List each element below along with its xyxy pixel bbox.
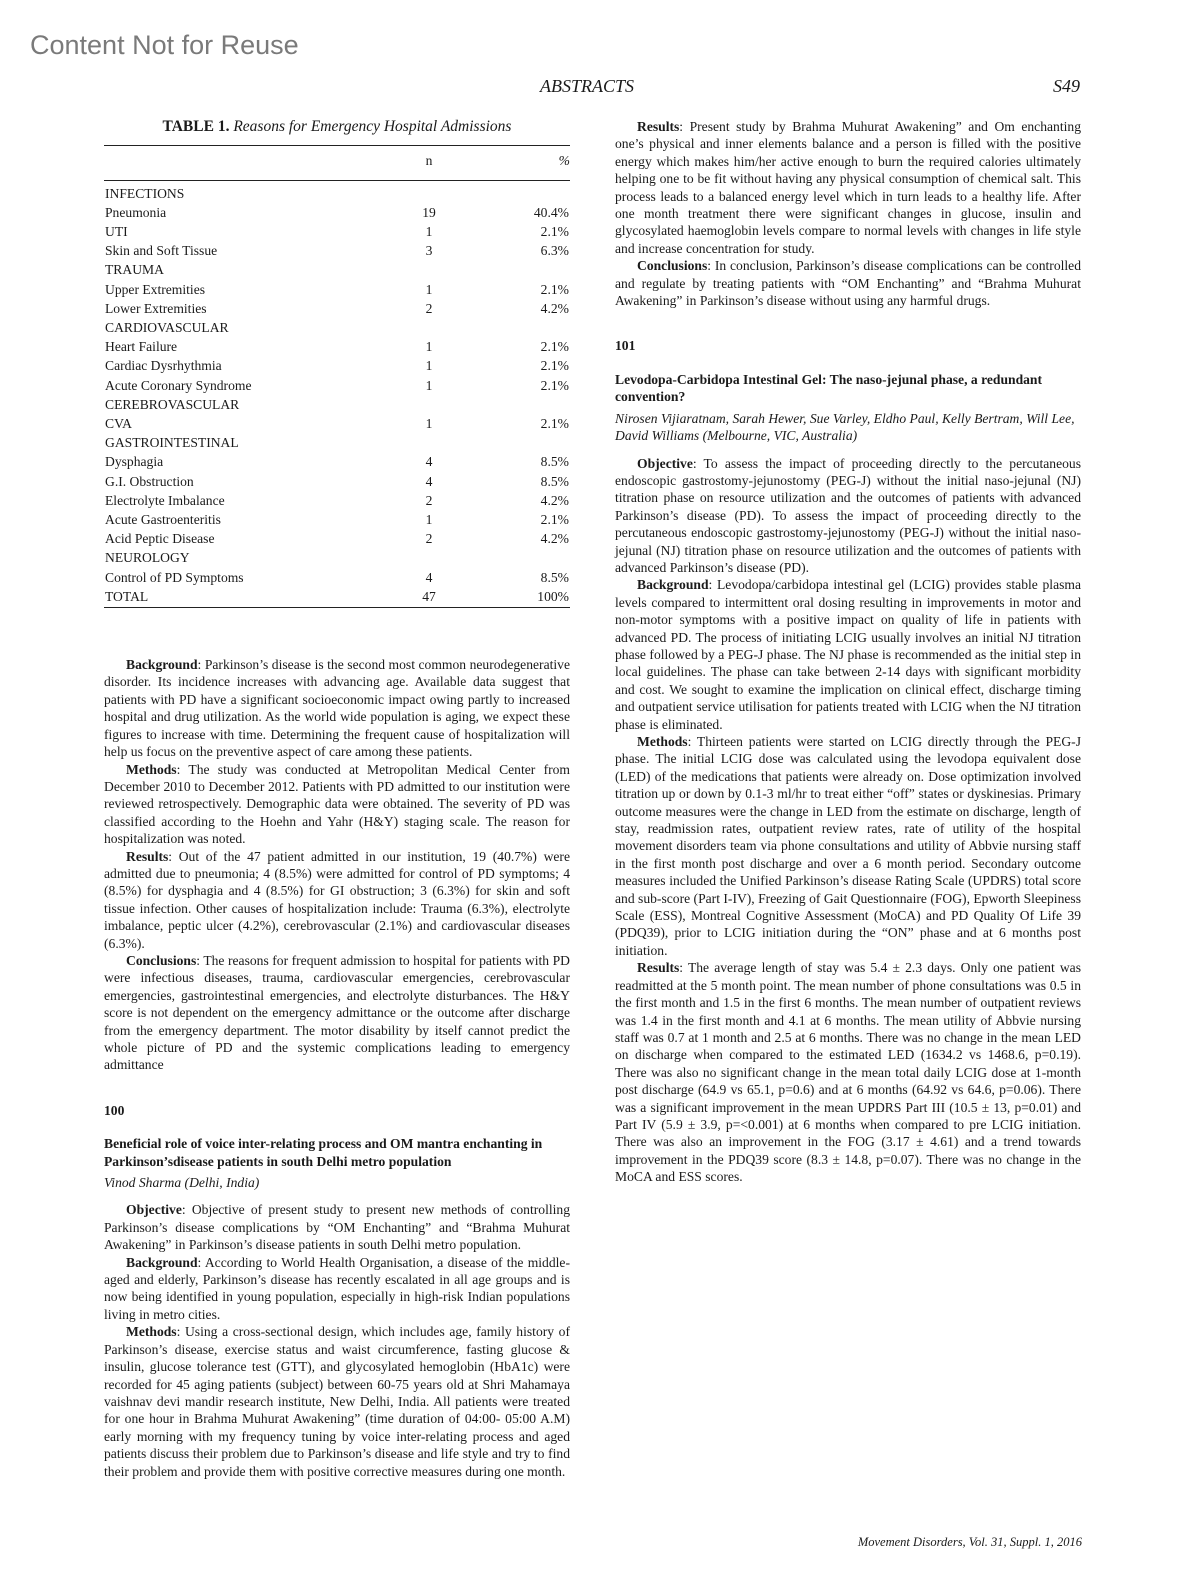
row-percent: [490, 318, 570, 337]
row-percent: 2.1%: [540, 339, 569, 355]
row-label: UTI: [105, 224, 128, 240]
row-label: INFECTIONS: [105, 185, 185, 201]
row-n: [368, 260, 490, 279]
row-n: 1: [425, 512, 433, 528]
row-label: Skin and Soft Tissue: [105, 243, 218, 259]
row-percent: 4.2%: [540, 492, 569, 508]
row-label: TOTAL: [104, 587, 368, 608]
table-row: [104, 356, 570, 375]
table-row: [104, 337, 570, 356]
table-row: [104, 260, 570, 279]
row-n: 1: [425, 281, 433, 297]
row-n: 3: [425, 243, 433, 259]
row-percent: 2.1%: [540, 512, 569, 528]
abstract-title-100: Beneficial role of voice inter-relating process and OM mantra enchanting in Parkinson’sdisease patients in south Delhi metro population: [104, 1136, 543, 1169]
table-row: [104, 395, 570, 414]
row-label: TRAUMA: [105, 262, 164, 278]
table-row: [104, 452, 570, 471]
row-n: 1: [425, 416, 433, 432]
row-label: CARDIOVASCULAR: [105, 320, 229, 336]
row-label: Acute Coronary Syndrome: [105, 377, 252, 393]
table-row: [104, 510, 570, 529]
row-percent: 2.1%: [540, 281, 569, 297]
row-n: 2: [425, 531, 433, 547]
row-label: Pneumonia: [105, 204, 167, 220]
row-n: 1: [425, 339, 433, 355]
abstract-title-101: Levodopa-Carbidopa Intestinal Gel: The naso-jejunal phase, a redundant convention?: [615, 371, 1043, 405]
row-label: GASTROINTESTINAL: [105, 435, 239, 451]
row-label: Control of PD Symptoms: [105, 569, 244, 585]
row-n: 2: [425, 300, 433, 316]
table-row: [104, 222, 570, 241]
row-percent: 8.5%: [540, 454, 569, 470]
table-label: TABLE 1.: [162, 118, 230, 135]
table-header-row: [104, 146, 570, 180]
table-row: [104, 241, 570, 260]
row-percent: [490, 260, 570, 279]
abstract-number-101: 101: [615, 338, 636, 354]
table-row: [104, 180, 570, 203]
table-row: [104, 587, 570, 608]
abstract-authors-101: Nirosen Vijiaratnam, Sarah Hewer, Sue Varley, Eldho Paul, Kelly Bertram, Will Lee, David Williams (Melbourne, VIC, Australia): [615, 410, 1075, 444]
conclusions-paragraph: Conclusions: The reasons for frequent admission to hospital for patients with PD were infectious diseases, trauma, cardiovascular emergencies, cerebrovascular emergencies, gastrointestinal emergencies, and electrolyte disturbances. The H&Y score is not dependent on the emergency admittance or the outcome after discharge from the emergency department. The motor disability by itself cannot predict the whole picture of PD and the systemic complications leading to emergency admittance: [104, 952, 570, 1073]
row-percent: 2.1%: [540, 358, 569, 374]
abstract-number-100: 100: [104, 1102, 125, 1118]
table-row: [104, 203, 570, 222]
row-n: [368, 180, 490, 203]
table-row: [104, 414, 570, 433]
table-title: Reasons for Emergency Hospital Admissions: [233, 118, 512, 135]
row-n: 2: [425, 492, 433, 508]
row-n: 1: [425, 358, 433, 374]
row-percent: 2.1%: [540, 224, 569, 240]
row-n: [368, 548, 490, 567]
abstract101-results: Results: The average length of stay was 5.4 ± 2.3 days. Only one patient was readmitted at the 5 month point. The mean number of phone consultations was 0.5 in the first month and 1.5 in the first 6 months. The mean number of outpatient reviews was 1.4 in the first month and 4.1 at 6 months. The mean utility of Abbvie nursing staff was 0.7 at 1 month and 2.5 at 6 months. There was no change in the mean LED on discharge when compared to the estimated LED (1634.2 vs 1468.6, p=0.19). There was also no significant change in the mean total daily LCIG dose at 1-month post discharge (64.9 vs 65.1, p=0.6) and at 6 months (64.92 vs 64.6, p=0.06). There was a significant improvement in the mean UPDRS Part III (10.5 ± 13, p=0.01) and Part IV (5.9 ± 3.9, p=<0.001) at 6 months when compared to pre LCIG initiation. There was also an improvement in the FOG (3.17 ± 4.61) and a trend towards improvement in the PDQ39 score (8.3 ± 14.8, p=0.07). There was no change in the MoCA and ESS scores.: [615, 960, 1081, 1185]
row-label: Acid Peptic Disease: [105, 531, 215, 547]
column-header-n: n: [368, 146, 490, 180]
table-row: [104, 433, 570, 452]
table-row: [104, 318, 570, 337]
row-n: [368, 395, 490, 414]
abstract100-objective: Objective: Objective of present study to present new methods of controlling Parkinson’s disease complications by “OM Enchanting” and “Brahma Muhurat Awakening” in Parkinson’s disease patients in south Delhi metro population.: [104, 1202, 570, 1253]
row-label: CVA: [105, 416, 132, 432]
row-label: Electrolyte Imbalance: [105, 492, 225, 508]
row-label: CEREBROVASCULAR: [105, 396, 240, 412]
row-percent: [490, 180, 570, 203]
row-percent: 100%: [490, 587, 570, 608]
row-percent: 4.2%: [540, 531, 569, 547]
right-column: [615, 118, 1081, 1186]
row-n: 4: [425, 569, 433, 585]
row-percent: 4.2%: [540, 300, 569, 316]
abstract101-background: Background: Levodopa/carbidopa intestinal gel (LCIG) provides stable plasma levels compared to intermittent oral dosing resulting in improvements in motor and non-motor symptoms with a positive impact on quality of life in patients with advanced PD. The process of initiating LCIG usually involves an initial NJ titration phase followed by a PEG-J phase. The NJ phase is recommended as the initial step in local guidelines. The phase can take between 2-14 days with significant morbidity and cost. We sought to examine the implication on clinical effect, discharge timing and outpatient service utilisation for patients treated with LCIG when the NJ titration phase is eliminated.: [615, 577, 1081, 732]
row-n: 1: [425, 224, 433, 240]
row-label: G.I. Obstruction: [105, 473, 194, 489]
row-percent: [490, 433, 570, 452]
row-percent: [490, 395, 570, 414]
column-header-percent: %: [490, 146, 570, 180]
row-n: 19: [422, 204, 436, 220]
row-n: [368, 433, 490, 452]
table-caption: [104, 118, 570, 135]
abstract100-conclusions: Conclusions: In conclusion, Parkinson’s disease complications can be controlled and regulate by treating patients with “OM Enchanting” and “Brahma Muhurat Awakening” in Parkinson’s disease without using any harmful drugs.: [615, 258, 1081, 309]
table-row: [104, 472, 570, 491]
row-label: Lower Extremities: [105, 300, 207, 316]
row-percent: 6.3%: [540, 243, 569, 259]
row-n: 47: [368, 587, 490, 608]
abstract101-objective: Objective: To assess the impact of proceeding directly to the percutaneous endoscopic gastrostomy-jejunostomy (PEG-J) without the initial naso-jejunal (NJ) titration phase on resource utilization and the outcomes of patients with advanced Parkinson’s disease (PD). To assess the impact of proceeding directly to the percutaneous endoscopic gastrostomy-jejunostomy (PEG-J) without the initial naso-jejunal (NJ) titration phase on resource utilization and the outcomes of patients with advanced Parkinson’s disease (PD).: [615, 455, 1081, 575]
table-row: [104, 280, 570, 299]
row-label: Heart Failure: [105, 339, 178, 355]
table-row: [104, 568, 570, 587]
admissions-table: [104, 145, 570, 608]
abstract100-results: Results: Present study by Brahma Muhurat Awakening” and Om enchanting one’s physical and inner elements balance and a person is filled with the positive energy which makes him/her active enough to burn the required calories ultimately helping one to be fit without having any physical consumption of chemical salt. This process leads to a balanced energy level which in turn leads to a healthy life. After one month treatment there were significant changes in glucose, insulin and glycosylated haemoglobin levels compare to normal levels with changes in life style and increase concentration for study.: [615, 119, 1081, 256]
row-label: Cardiac Dysrhythmia: [105, 358, 222, 374]
row-percent: 8.5%: [540, 569, 569, 585]
table-row: [104, 299, 570, 318]
row-percent: 40.4%: [533, 204, 569, 220]
row-n: [368, 318, 490, 337]
row-percent: 8.5%: [540, 473, 569, 489]
abstract100-background: Background: According to World Health Organisation, a disease of the middle-aged and elderly, Parkinson’s disease has recently escalated in all age groups and is now being identified in young population, especially in high-risk Indian populations living in metro cities.: [104, 1254, 570, 1322]
page-number: S49: [1053, 76, 1080, 96]
watermark: Content Not for Reuse: [30, 30, 299, 60]
row-label: NEUROLOGY: [105, 550, 190, 566]
journal-section-title: ABSTRACTS: [540, 76, 635, 96]
methods-paragraph: Methods: The study was conducted at Metropolitan Medical Center from December 2010 to December 2012. Patients with PD admitted to our institution were reviewed retrospectively. Demographic data were obtained. The severity of PD was classified according to the Hoehn and Yahr (H&Y) staging scale. The reason for hospitalization was noted.: [104, 761, 570, 847]
row-n: 1: [425, 377, 433, 393]
background-paragraph: Background: Parkinson’s disease is the second most common neurodegenerative disorder. Its incidence increases with advancing age. Available data suggest that patients with PD have a significant socioeconomic impact owing partly to increased hospital and drug utilization. As the world wide population is aging, we expect these figures to increase with time. Determining the frequent cause of hospitalization will help us focus on the preventive aspect of care among these patients.: [104, 657, 570, 760]
row-percent: 2.1%: [540, 377, 569, 393]
table-row: [104, 548, 570, 567]
row-label: Dysphagia: [105, 454, 164, 470]
journal-footer: Movement Disorders, Vol. 31, Suppl. 1, 2016: [857, 1535, 1082, 1549]
table-row: [104, 491, 570, 510]
row-percent: [490, 548, 570, 567]
row-n: 4: [425, 473, 433, 489]
table-row: [104, 529, 570, 548]
abstract-authors-100: Vinod Sharma (Delhi, India): [104, 1175, 260, 1191]
left-column: [104, 118, 570, 1480]
abstract101-methods: Methods: Thirteen patients were started on LCIG directly through the PEG-J phase. The initial LCIG dose was calculated using the levodopa equivalent dose (LED) of the medications that patients were already on. Dose optimization involved titration up or down by 0.1-3 ml/hr to treat either “off” states or dyskinesias. Primary outcome measures were the change in LED from the estimate on discharge, length of stay, readmission rates, outpatient review rates, rate of utility of the hospital movement disorders team via phone consultations and utility of Abbvie nursing staff in the first month post discharge and over a 6 month period. Secondary outcome measures included the Unified Parkinson’s disease Rating Scale (UPDRS) total score and sub-score (Part I-IV), Freezing of Gait Questionnaire (FOG), Epworth Sleepiness Scale (ESS), Montreal Cognitive Assessment (MoCA) and PD Quality Of Life 39 (PDQ39), prior to LCIG initiation during the “ON” phase and at 6 months post initiation.: [615, 734, 1081, 958]
abstract100-methods: Methods: Using a cross-sectional design, which includes age, family history of Parkinson’s disease, exercise status and waist circumference, fasting glucose & insulin, glucose tolerance test (GTT), and glycosylated hemoglobin (HbA1c) were recorded for 45 aging patients (subject) between 60-75 years old at Shri Mahamaya vaishnav devi mandir research institute, New Delhi, India. All patients were treated for one hour in Brahma Muhurat Awakening” (time duration of 04:00- 05:00 A.M) early morning with my frequency tuning by voice inter-relating process and aged patients discuss their problem due to Parkinson’s disease and life style and try to find their problem and provide them with positive corrective measures during one month.: [104, 1324, 570, 1479]
row-label: Acute Gastroenteritis: [105, 512, 221, 528]
table-row: [104, 376, 570, 395]
row-n: 4: [425, 454, 433, 470]
results-paragraph: Results: Out of the 47 patient admitted in our institution, 19 (40.7%) were admitted due to pneumonia; 4 (8.5%) were admitted for control of PD symptoms; 4 (8.5%) for dysphagia and 4 (8.5%) for GI obstruction; 3 (6.3%) for skin and soft tissue infection. Other causes of hospitalization include: Trauma (6.3%), electrolyte imbalance, peptic ulcer (4.2%), cerebrovascular (2.1%) and cardiovascular diseases (6.3%).: [104, 848, 570, 951]
row-label: Upper Extremities: [105, 281, 206, 297]
row-percent: 2.1%: [540, 416, 569, 432]
